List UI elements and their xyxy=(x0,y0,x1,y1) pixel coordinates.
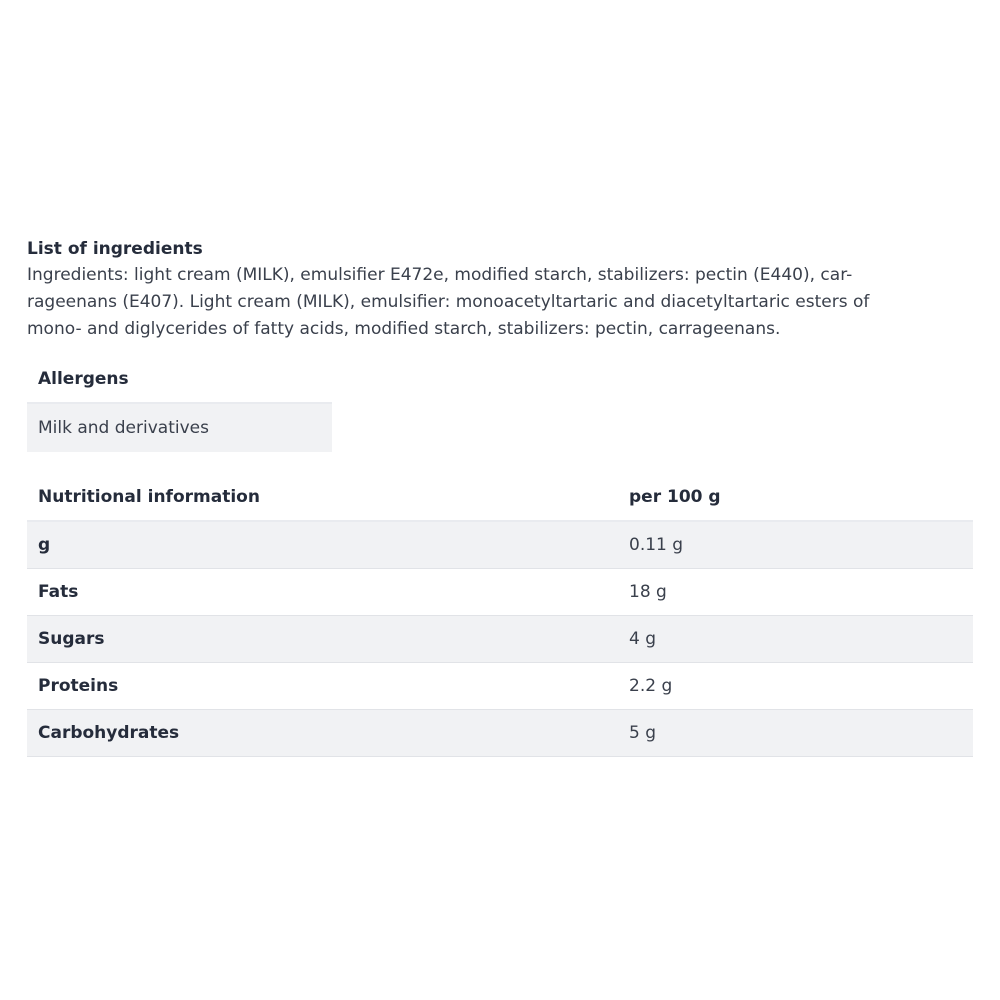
nutrition-header-value: per 100 g xyxy=(618,474,973,521)
table-row xyxy=(27,663,973,710)
nutrient-value: 0.11 g xyxy=(629,535,684,555)
nutrient-name: Sugars xyxy=(38,629,105,649)
nutrient-name: Fats xyxy=(38,582,79,602)
allergens-value: Milk and derivatives xyxy=(27,404,332,452)
nutrient-value: 5 g xyxy=(629,723,657,743)
ingredients-line: rageenans (E407). Light cream (MILK), emulsifier: monoacetyltartaric and diacetyltartaric esters of xyxy=(27,292,870,312)
table-row xyxy=(27,710,973,757)
nutrient-value: 2.2 g xyxy=(629,676,673,696)
table-row xyxy=(27,569,973,616)
nutrient-value: 18 g xyxy=(629,582,667,602)
allergens-table xyxy=(27,356,332,452)
ingredients-line: Ingredients: light cream (MILK), emulsifier E472e, modified starch, stabilizers: pectin (E440), car- xyxy=(27,265,853,285)
nutrient-value: 4 g xyxy=(629,629,657,649)
ingredients-title: List of ingredients xyxy=(27,239,203,259)
table-row xyxy=(27,521,973,569)
nutrition-header-name: Nutritional information xyxy=(27,474,618,521)
allergens-header: Allergens xyxy=(27,356,332,404)
nutrient-name: Proteins xyxy=(38,676,119,696)
ingredients-line: mono- and diglycerides of fatty acids, modified starch, stabilizers: pectin, carrageenans. xyxy=(27,319,781,339)
table-row xyxy=(27,616,973,663)
nutrition-table xyxy=(27,474,973,757)
nutrition-header-row xyxy=(27,474,973,521)
nutrient-name: Carbohydrates xyxy=(38,723,180,743)
ingredients-section xyxy=(27,236,927,343)
nutrient-name: g xyxy=(38,535,51,555)
